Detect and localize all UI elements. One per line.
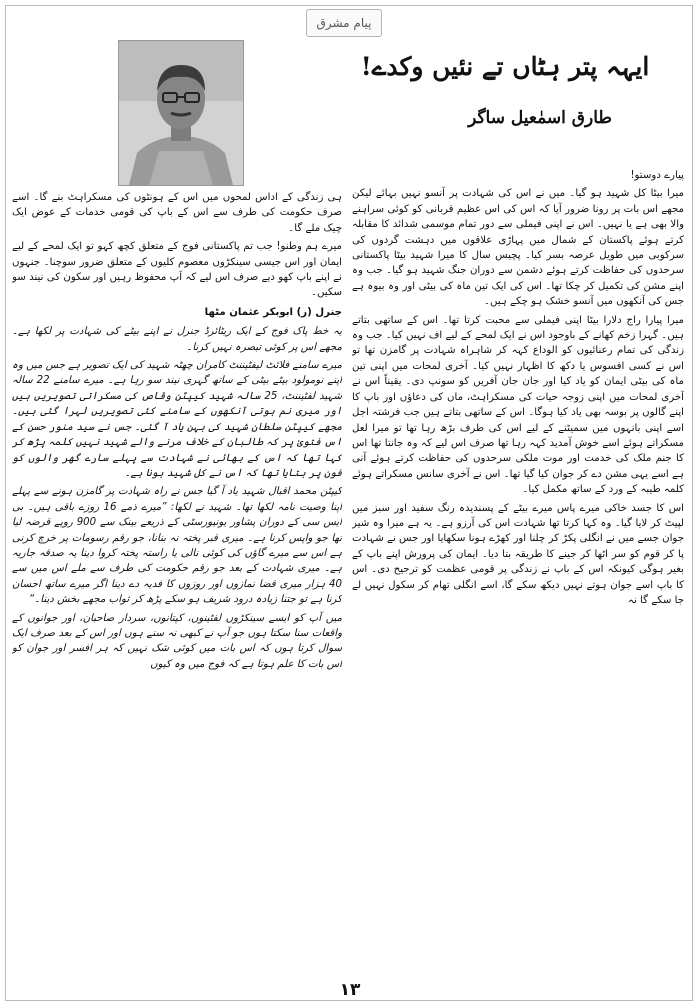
article-author: طارق اسمٰعیل ساگر xyxy=(468,108,612,128)
author-portrait-icon xyxy=(119,41,243,185)
paragraph: میرے ہم وطنو! جب تم پاکستانی فوج کے متعلق کچھ کہو تو ایک لمحے کے لیے ایمان اور اس جیسی سینکڑوں معصوم کلیوں کے متعلق ضرور سوچنا۔ جنہوں نے اپنے باپ کھو دیے صرف اس لیے کہ آپ محفوظ رہیں اور سکون کی نیند سو سکیں۔ xyxy=(12,241,342,299)
paragraph: کیپٹن محمد اقبال شہید یاد آ گیا جس نے راہ شہادت پر گامزن ہونے سے پہلے اپنا وصیت نامہ لکھا تھا۔ شہید نے لکھا: ”میرے ذمے 16 روزے باقی ہیں۔ بی ایس سی کے دوران پشاور یونیورسٹی کے ذریعے بینک سے 900 روپے قرضہ لیا تھا جو واپس کرنا ہے۔ میری قبر پختہ نہ بنانا، جو رقم رسومات پر خرچ کرنی ہے اس سے میرے گاؤں کی کوئی نالی یا راستہ پختہ کروا دینا یہ صدقہ جاریہ ہے۔ میری شہادت کے بعد جو رقم حکومت کی طرف سے ملے اس میں سے 40 ہزار میری قضا نمازوں اور روزوں کا فدیہ دے دینا اگر میرے ساتھ احسان کرنا ہے تو جتنا زیادہ درود شریف ہو سکے پڑھ کر ثواب مجھے بخش دینا۔“ xyxy=(12,486,342,606)
page-number: ۱۳ xyxy=(339,980,361,1000)
left-column xyxy=(12,190,342,970)
paragraph: ہی زندگی کے اداس لمحوں میں اس کے ہونٹوں کی مسکراہٹ بنے گا۔ اسے صرف حکومت کی طرف سے اس کے باپ کی قومی خدمات کے عوض ایک چیک ملے گا۔ xyxy=(12,192,342,234)
salutation: پیارے دوستو! xyxy=(630,170,684,181)
paragraph: اس کا جسد خاکی میرے پاس میرے بیٹے کے پسندیدہ رنگ سفید اور سبز میں لپیٹ کر لایا گیا۔ وہ کہا کرتا تھا شہادت اس کی آرزو ہے۔ یہ ہے میرا وہ شیر جوان جسے میں نے انگلی پکڑ کر چلنا اور کھڑے ہونا سکھایا اور جس نے شہادت پا کر قوم کو سر اٹھا کر جینے کا طریقہ بتا دیا۔ ایمان کی پرورش اپنے باپ کے بغیر ہوگی کیونکہ اس کے باپ نے زندگی پر قومی عظمت کو ترجیح دی۔ اس کا باپ اسے جوان ہوتے نہیں دیکھ سکے گا، اسے انگلی تھام کر سکول نہیں لے جا سکے گا نہ xyxy=(352,502,684,606)
paragraph: میں آپ کو ایسے سینکڑوں لفٹینوں، کپتانوں، سردار صاحبان، اور جوانوں کے واقعات سنا سکتا ہوں جو آپ نے کبھی نہ سنے ہوں اور اس کے بعد صرف ایک سوال کرتا ہوں کہ اس بات میں کوئی شک نہیں کہ ہر افسر اور جوان کو اس بات کا علم ہوتا ہے کہ فوج میں وہ کیوں xyxy=(12,612,342,670)
right-column xyxy=(352,168,684,968)
paragraph: میرے سامنے فلائٹ لیفٹیننٹ کامران چھٹہ شہید کی ایک تصویر ہے جس میں وہ اپنے نومولود بیٹے بیٹی کے ساتھ گہری نیند سو رہا ہے۔ میرے سامنے 22 سالہ شہید لفٹیننٹ، 25 سالہ شہید کیپٹن وقاص کی مسکراتی تصویریں ہیں اور میری نم ہوتی آنکھوں کے سامنے کئی تصویریں لہرا گئی ہیں۔ مجھے کیپٹن سلطان شہید کی بہن یاد آ گئی۔ جس نے سید منور حسن کے اس فتویٰ پر کہ طالبان کے خلاف مرنے والے شہید نہیں کلمہ پڑھ کر کہا تھا کہ اس کے بھائی نے شہادت سے پہلے سارے گھر والوں کو فون پر بتایا تھا کہ اس نے کل شہید ہونا ہے۔ xyxy=(12,360,342,479)
section-tag: پیام مشرق xyxy=(306,9,382,37)
author-photo xyxy=(118,40,244,186)
paragraph: یہ خط پاک فوج کے ایک ریٹائرڈ جنرل نے اپنے بیٹے کی شہادت پر لکھا ہے۔ مجھے اس پر کوئی تبصرہ نہیں کرنا۔ xyxy=(12,326,342,353)
letter-signature: جنرل (ر) ابوبکر عثمان مٹھا xyxy=(204,306,342,318)
paragraph: میرا بیٹا کل شہید ہو گیا۔ میں نے اس کی شہادت پر آنسو نہیں بہائے لیکن مجھے اس بات پر رونا ضرور آیا کہ اس کی اس عظیم قربانی کو کوئی سراہنے والا بھی ہے یا نہیں۔ اس نے اپنی فیملی سے دور تمام موسمی شدائد کا مقابلہ کرتے ہوئے پاکستان کے شمال میں پہاڑی علاقوں میں دہشت گردوں کی سرکوبی میں طویل عرصہ بسر کیا۔ پچیس سال کا میرا شہید بیٹا پاکستانی سرحدوں کی حفاظت کرتے ہوئے دشمن سے دوران جنگ شہید ہو گیا۔ جب وہ اپنے مشن کی تکمیل کر چکا تھا۔ اس کی ایک تین ماہ کی بیٹی اور وہ بیوہ ہے جس کی آنکھوں میں آنسو خشک ہو چکے ہیں۔ xyxy=(352,188,684,308)
article-title: ایہہ پتر ہٹاں تے نئیں وکدے! xyxy=(360,52,650,81)
paragraph: میرا پیارا راج دلارا بیٹا اپنی فیملی سے محبت کرتا تھا۔ اس کے ساتھی بتاتے ہیں۔ گہرا زخم کھانے کے باوجود اس نے ایک لمحے کے لیے اف نہیں کیا۔ جب وہ زندگی کی تمام رعنائیوں کو الوداع کہہ کر شاہراہ شہادت پر گامزن تھا تو اس نے کسی افسوس یا دکھ کا اظہار نہیں کیا۔ آخری لمحات میں اپنی تین ماہ کی بیٹی ایمان کو یاد کیا اور جان جان آفریں کو سونپ دی۔ یقیناً اس نے آخری لمحات میں اپنی زوجہ حیات کی مسکراہٹ، ماں کی دعاؤں اور باپ کا اپنے گالوں پر بوسہ بھی یاد کیا ہوگا۔ اس کے ساتھی بتاتے ہیں جب فرشتہ اجل اسے اپنی بانہوں میں سمیٹنے کے لیے اس کی طرف بڑھ رہا تھا تو میرا لعل مسکراتے ہوئے اسے خوش آمدید کہہ رہا تھا صرف اس لیے کہ وہ جانتا تھا اس کا جنم ملک کی خدمت اور موت ملکی سرحدوں کی حفاظت کرتے ہوئے آنی ہے اسے یہی مشن دے کر جوان کیا گیا تھا۔ اس نے آخری سانس مسکراتے ہوئے کلمہ طیبہ کے ورد کے ساتھ مکمل کیا۔ xyxy=(352,314,684,496)
